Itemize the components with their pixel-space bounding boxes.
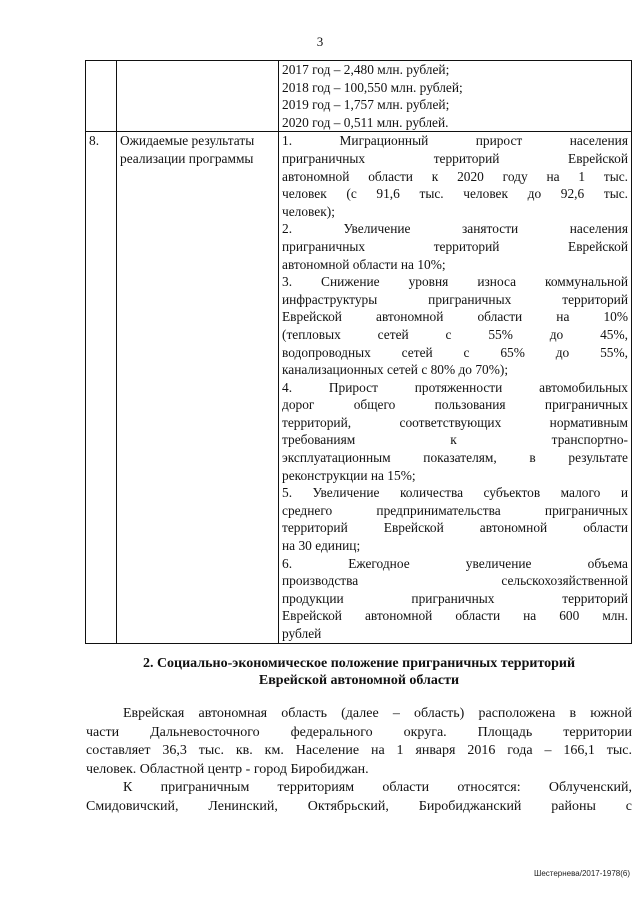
result-line: 6. Ежегодное увеличение объема [282,555,628,571]
result-line: территорий, соответствующих нормативным [282,414,628,430]
section-heading [86,655,632,689]
funding-line: 2017 год – 2,480 млн. рублей; [282,62,450,77]
section-body [86,705,632,816]
result-line: Еврейской автономной области на 600 млн. [282,608,628,624]
table-cell-funding-by-year [279,61,632,132]
result-line: требованиям к транспортно- [282,432,628,448]
result-item [282,379,628,485]
table-row [86,132,632,643]
result-line: (тепловых сетей с 55% до 45%, [282,326,628,342]
paragraph-line: части Дальневосточного федерального округа. Площадь территории [86,724,632,740]
row-number: 8. [86,132,117,643]
result-line: приграничных территорий Еврейской [282,150,628,166]
funding-line: 2019 год – 1,757 млн. рублей; [282,97,450,113]
program-passport-table [85,60,632,644]
result-line: 3. Снижение уровня износа коммунальной [282,274,628,290]
result-line: приграничных территорий Еврейской [282,238,628,254]
result-line: эксплуатационным показателям, в результате [282,450,628,466]
result-item [282,132,628,220]
result-line: человек); [282,203,335,219]
section-heading-line: Еврейской автономной области [258,673,460,688]
expected-results-cell [279,132,632,643]
result-line: территорий Еврейской автономной области [282,520,628,536]
paragraph-line: составляет 36,3 тыс. кв. км. Население на 1 января 2016 года – 166,1 тыс. [86,743,632,758]
paragraph-line: К приграничным территориям области относятся: Облученский, [123,780,632,795]
result-item [282,484,628,554]
table-cell-name [117,61,279,132]
result-line: производства сельскохозяйственной [282,573,628,589]
table-cell-number [86,61,117,132]
paragraph-line: человек. Областной центр - город Биробиджан. [86,761,369,777]
result-line: канализационных сетей с 80% до 70%); [282,362,509,378]
section-heading-line: 2. Социально-экономическое положение приграничных территорий [142,656,576,671]
result-line: на 30 единиц; [282,538,361,554]
paragraph-line: Смидовичский, Ленинский, Октябрьский, Биробиджанский районы с [86,798,632,814]
result-line: 1. Миграционный прирост населения [282,133,628,149]
result-line: 4. Прирост протяженности автомобильных [282,379,628,395]
result-line: продукции приграничных территорий [282,590,628,606]
result-line: Еврейской автономной области на 10% [282,309,628,325]
result-line: рублей [282,626,322,641]
result-line: автономной области на 10%; [282,256,446,272]
funding-line: 2018 год – 100,550 млн. рублей; [282,79,463,95]
result-line: 5. Увеличение количества субъектов малого и [282,485,628,501]
row-title [117,132,279,643]
page-number: 3 [316,34,324,49]
result-item [282,220,628,273]
result-line: среднего предпринимательства приграничных [282,502,628,518]
result-item [282,273,628,379]
result-line: человек (с 91,6 тыс. человек до 92,6 тыс. [282,186,628,202]
paragraph-line: Еврейская автономная область (далее – область) расположена в южной [123,706,632,721]
result-line: реконструкции на 15%; [282,467,416,483]
result-line: инфраструктуры приграничных территорий [282,291,628,307]
result-line: 2. Увеличение занятости населения [282,221,628,237]
result-line: дорог общего пользования приграничных [282,397,628,413]
result-line: автономной области к 2020 году на 1 тыс. [282,168,628,184]
result-line: водопроводных сетей с 65% до 55%, [282,344,628,360]
funding-line: 2020 год – 0,511 млн. рублей. [282,114,449,130]
result-item [282,555,628,643]
row-title-line: Ожидаемые результаты [120,133,255,149]
document-code: Шестернева/2017-1978(6) [534,869,630,878]
row-title-line: реализации программы [120,150,254,166]
table-row [86,61,632,132]
